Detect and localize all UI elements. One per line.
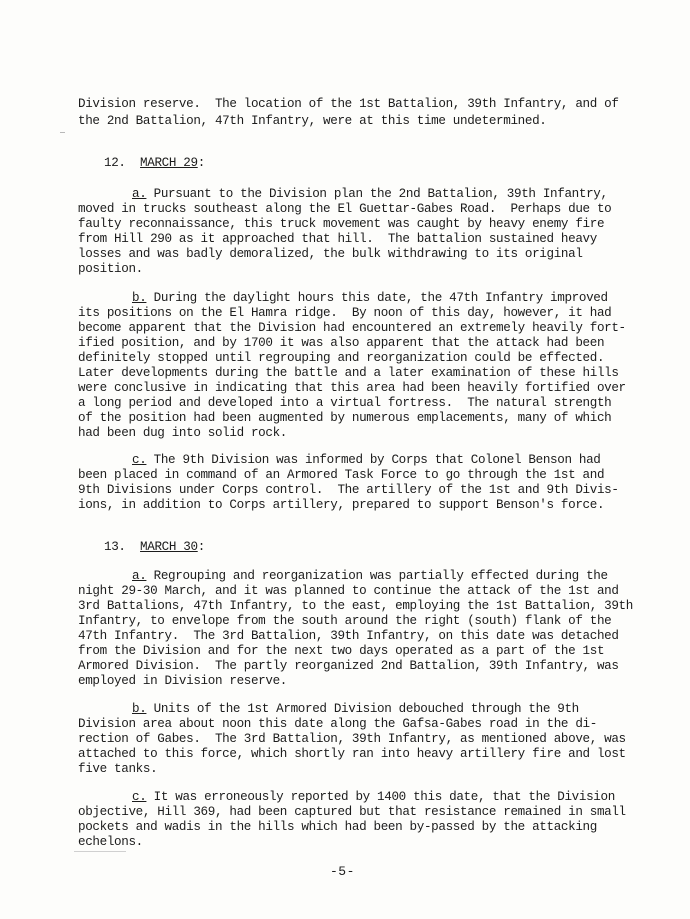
paragraph-letter: a. (132, 569, 147, 583)
paragraph-line: from Hill 290 as it approached that hill. The battalion sustained heavy (78, 232, 597, 246)
paragraph-text: During the daylight hours this date, the 47th Infantry improved (146, 291, 608, 305)
paragraph-line: a long period and developed into a virtual fortress. The natural strength (78, 396, 612, 410)
paragraph-letter: c. (132, 453, 147, 467)
paragraph-line: employed in Division reserve. (78, 674, 288, 688)
section-date: MARCH 30 (140, 540, 198, 554)
paragraph-letter: b. (132, 702, 147, 716)
scan-speck (74, 851, 126, 852)
intro-line: Division reserve. The location of the 1st Battalion, 39th Infantry, and of (78, 97, 619, 111)
paragraph-line: position. (78, 262, 143, 276)
section-colon: : (197, 156, 205, 170)
paragraph-line: ions, in addition to Corps artillery, prepared to support Benson's force. (78, 498, 605, 512)
paragraph-first-line (132, 453, 601, 467)
paragraph-text: Regrouping and reorganization was partially effected during the (146, 569, 608, 583)
paragraph-line: losses and was badly demoralized, the bulk withdrawing to its original (78, 247, 583, 261)
paragraph-line: five tanks. (78, 762, 158, 776)
paragraph-line: ified position, and by 1700 it was also apparent that the attack had been (78, 336, 605, 350)
paragraph-first-line (132, 291, 608, 305)
section-heading (104, 156, 205, 170)
section-heading (104, 540, 205, 554)
paragraph-first-line (132, 569, 608, 583)
page-number: -5- (330, 864, 355, 879)
paragraph-line: Infantry, to envelope from the south around the right (south) flank of the (78, 614, 612, 628)
paragraph-line: echelons. (78, 835, 143, 849)
paragraph-line: its positions on the El Hamra ridge. By noon of this day, however, it had (78, 306, 612, 320)
paragraph-letter: b. (132, 291, 147, 305)
paragraph-line: been placed in command of an Armored Task Force to go through the 1st and (78, 468, 605, 482)
paragraph-line: Armored Division. The partly reorganized 2nd Battalion, 39th Infantry, was (78, 659, 619, 673)
paragraph-first-line (132, 702, 579, 716)
paragraph-line: had been dug into solid rock. (78, 426, 288, 440)
paragraph-line: from the Division and for the next two days operated as a part of the 1st (78, 644, 605, 658)
paragraph-line: faulty reconnaissance, this truck movement was caught by heavy enemy fire (78, 217, 605, 231)
paragraph-text: It was erroneously reported by 1400 this date, that the Division (146, 790, 615, 804)
paragraph-line: rection of Gabes. The 3rd Battalion, 39th Infantry, as mentioned above, was (78, 732, 626, 746)
paragraph-text: Pursuant to the Division plan the 2nd Battalion, 39th Infantry, (146, 187, 608, 201)
paragraph-first-line (132, 187, 608, 201)
paragraph-line: were conclusive in indicating that this area had been heavily fortified over (78, 381, 626, 395)
paragraph-line: objective, Hill 369, had been captured but that resistance remained in small (78, 805, 626, 819)
paragraph-line: attached to this force, which shortly ran into heavy artillery fire and lost (78, 747, 626, 761)
paragraph-line: of the position had been augmented by numerous emplacements, many of which (78, 411, 612, 425)
paragraph-first-line (132, 790, 615, 804)
section-date: MARCH 29 (140, 156, 198, 170)
paragraph-letter: c. (132, 790, 147, 804)
section-number: 12. (104, 156, 126, 170)
paragraph-line: become apparent that the Division had encountered an extremely heavily fort- (78, 321, 626, 335)
paragraph-line: pockets and wadis in the hills which had been by-passed by the attacking (78, 820, 597, 834)
paragraph-line: moved in trucks southeast along the El Guettar-Gabes Road. Perhaps due to (78, 202, 612, 216)
paragraph-line: Later developments during the battle and a later examination of these hills (78, 366, 619, 380)
paragraph-line: 9th Divisions under Corps control. The artillery of the 1st and 9th Divis- (78, 483, 619, 497)
paragraph-line: 47th Infantry. The 3rd Battalion, 39th Infantry, on this date was detached (78, 629, 619, 643)
section-colon: : (197, 540, 205, 554)
scan-speck (60, 132, 65, 133)
paragraph-line: night 29-30 March, and it was planned to continue the attack of the 1st and (78, 584, 619, 598)
paragraph-line: 3rd Battalions, 47th Infantry, to the east, employing the 1st Battalion, 39th (78, 599, 633, 613)
intro-line: the 2nd Battalion, 47th Infantry, were at this time undetermined. (78, 114, 547, 128)
paragraph-letter: a. (132, 187, 147, 201)
paragraph-text: The 9th Division was informed by Corps that Colonel Benson had (146, 453, 601, 467)
paragraph-line: definitely stopped until regrouping and reorganization could be effected. (78, 351, 605, 365)
paragraph-text: Units of the 1st Armored Division debouched through the 9th (146, 702, 579, 716)
section-number: 13. (104, 540, 126, 554)
paragraph-line: Division area about noon this date along the Gafsa-Gabes road in the di- (78, 717, 597, 731)
